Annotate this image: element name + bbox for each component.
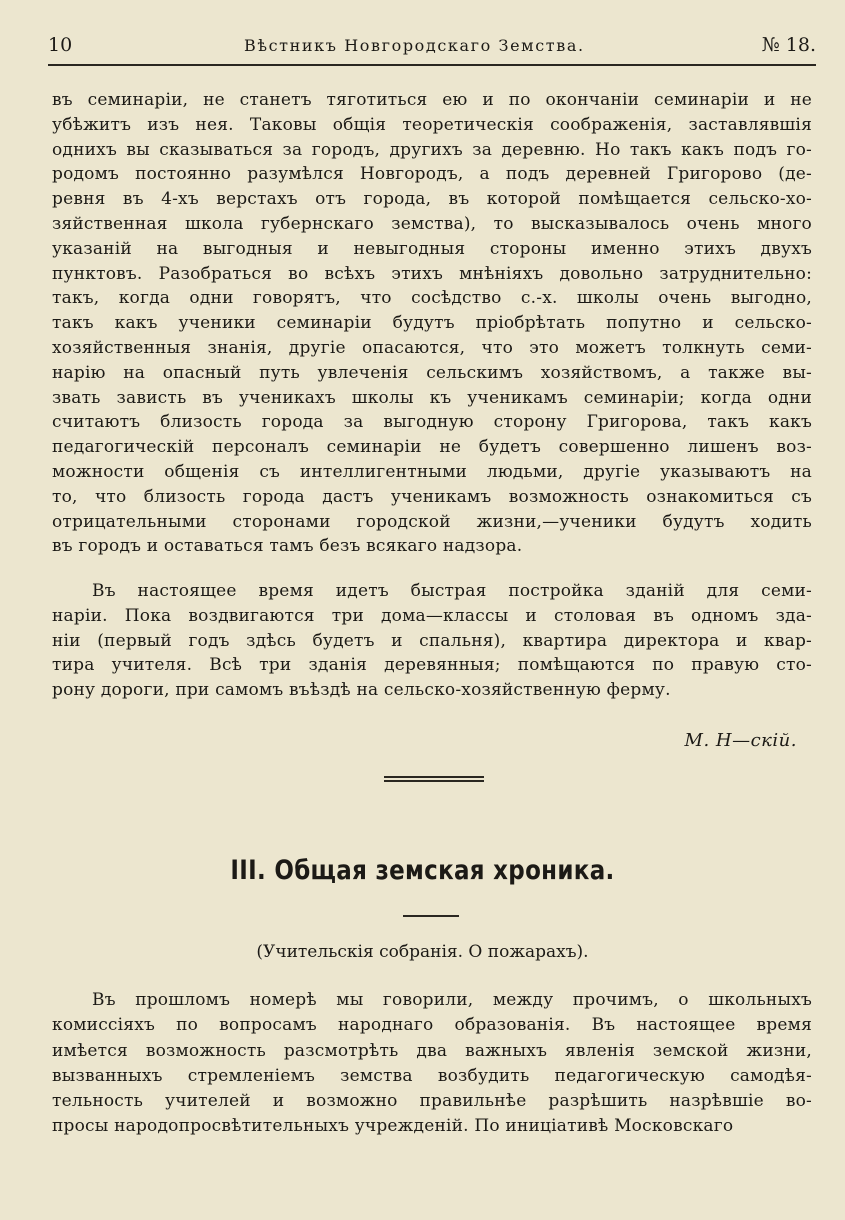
text-line: нарію на опасный путь увлеченія сельскимъ хозяйствомъ, а также вы- — [52, 362, 812, 383]
text-line: наріи. Пока воздвигаются три дома—классы и столовая въ одномъ зда- — [52, 605, 812, 626]
text-line: указаній на выгодныя и невыгодныя стороны именно этихъ двухъ — [52, 238, 812, 259]
text-line: хозяйственныя знанія, другіе опасаются, что это можетъ толкнуть семи- — [52, 337, 812, 358]
text-line: ревня въ 4-хъ верстахъ отъ города, въ которой помѣщается сельско-хо- — [52, 189, 812, 210]
text-line: Въ настоящее время идетъ быстрая постройка зданій для семи- — [92, 581, 812, 601]
text-line: однихъ вы сказываться за городъ, другихъ за деревню. Но такъ какъ подъ го- — [52, 139, 812, 160]
text-line: Въ прошломъ номерѣ мы говорили, между прочимъ, о школьныхъ — [92, 990, 812, 1010]
author-signature: М. Н—скій. — [684, 730, 797, 751]
paragraph-chronicle — [52, 988, 812, 1140]
text-line: такъ, когда одни говорятъ, что сосѣдство с.-х. школы очень выгодно, — [52, 288, 812, 309]
text-line: убѣжитъ изъ нея. Таковы общія теоретическія соображенія, заставлявшія — [52, 114, 812, 135]
text-line: отрицательными сторонами городской жизни,—ученики будутъ ходить — [52, 511, 812, 532]
text-line: ніи (первый годъ здѣсь будетъ и спальня), квартира директора и квар- — [52, 630, 812, 651]
page-header — [48, 30, 816, 66]
text-line: рону дороги, при самомъ въѣздѣ на сельско-хозяйственную ферму. — [52, 680, 671, 701]
paragraph-continuation — [52, 88, 812, 559]
text-line: звать зависть въ ученикахъ школы къ ученикамъ семинаріи; когда одни — [52, 387, 812, 408]
text-line: можности общенія съ интеллигентными людьми, другіе указываютъ на — [52, 461, 812, 482]
page-number: 10 — [48, 34, 73, 56]
section-heading: III. Общая земская хроника. — [230, 856, 615, 886]
text-line: пунктовъ. Разобраться во всѣхъ этихъ мнѣніяхъ довольно затруднительно: — [52, 263, 812, 284]
text-line: такъ какъ ученики семинаріи будутъ пріобрѣтать попутно и сельско- — [52, 313, 812, 334]
text-line: въ семинаріи, не станетъ тяготиться ею и по окончаніи семинаріи и не — [52, 90, 812, 110]
text-line: имѣется возможность разсмотрѣть два важныхъ явленія земской жизни, — [52, 1040, 812, 1061]
text-line: тельность учителей и возможно правильнѣе разрѣшить назрѣвшіе во- — [52, 1091, 812, 1112]
section-subheading: (Учительскія собранія. О пожарахъ). — [256, 942, 589, 962]
text-line: вызванныхъ стремленіемъ земства возбудить педагогическую самодѣя- — [52, 1065, 812, 1086]
text-line: просы народопросвѣтительныхъ учрежденій. По иниціативѣ Московскаго — [52, 1116, 734, 1137]
text-line: зяйственная школа губернскаго земства), то высказывалось очень много — [52, 213, 812, 234]
journal-title: Вѣстникъ Новгородскаго Земства. — [244, 36, 585, 55]
text-line: педагогическій персоналъ семинаріи не будетъ совершенно лишенъ воз- — [52, 437, 812, 458]
issue-number: № 18. — [761, 34, 816, 56]
section-divider — [384, 776, 484, 784]
paragraph-construction — [52, 579, 812, 703]
text-line: комиссіяхъ по вопросамъ народнаго образованія. Въ настоящее время — [52, 1015, 812, 1036]
text-line: то, что близость города дастъ ученикамъ возможность ознакомиться съ — [52, 486, 812, 507]
heading-rule — [403, 915, 459, 917]
text-line: родомъ постоянно разумѣлся Новгородъ, а подъ деревней Григорово (де- — [52, 164, 812, 185]
text-line: въ городъ и оставаться тамъ безъ всякаго надзора. — [52, 536, 523, 557]
text-line: тира учителя. Всѣ три зданія деревянныя; помѣщаются по правую сто- — [52, 655, 812, 676]
text-line: считаютъ близость города за выгодную сторону Григорова, такъ какъ — [52, 412, 812, 433]
